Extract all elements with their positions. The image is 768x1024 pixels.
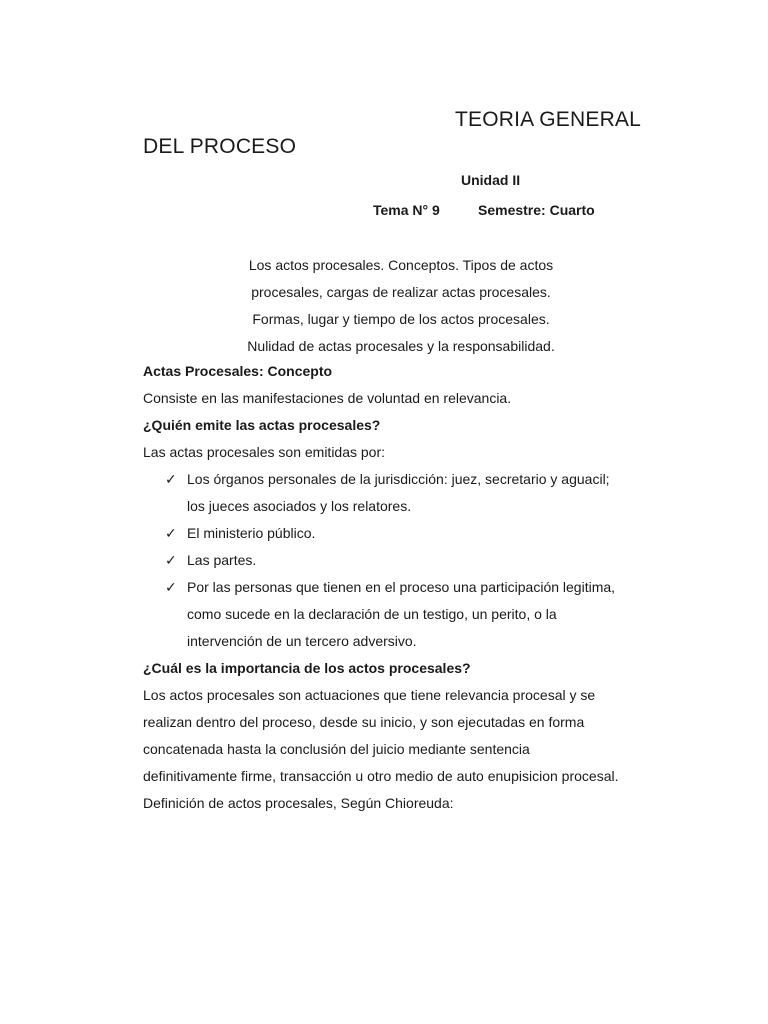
semester-label: Semestre: Cuarto <box>478 202 595 218</box>
section-heading-importance: ¿Cuál es la importancia de los actos procesales? <box>143 660 471 676</box>
list-item-line: los jueces asociados y los relatores. <box>187 498 412 514</box>
list-item-line: Los órganos personales de la jurisdicción: juez, secretario y aguacil; <box>187 471 610 487</box>
unit-label: Unidad II <box>461 172 521 188</box>
section-heading-concept: Actas Procesales: Concepto <box>143 363 333 379</box>
document-title-line-1: TEORIA GENERAL <box>455 108 642 131</box>
summary-line: Formas, lugar y tiempo de los actos procesales. <box>252 311 550 327</box>
list-item <box>143 574 683 655</box>
definition-intro: Definición de actos procesales, Según Chioreuda: <box>143 795 454 811</box>
checkmark-icon: ✓ <box>165 525 177 541</box>
topic-summary <box>200 252 602 360</box>
importance-text-line: realizan dentro del proceso, desde su inicio, y son ejecutadas en forma <box>143 714 585 730</box>
list-item <box>143 520 683 547</box>
emitters-list <box>143 466 683 655</box>
list-item-line: El ministerio público. <box>187 525 316 541</box>
document-title-line-2: DEL PROCESO <box>143 135 297 158</box>
summary-line: procesales, cargas de realizar actas procesales. <box>251 284 551 300</box>
importance-text-line: Los actos procesales son actuaciones que tiene relevancia procesal y se <box>143 687 596 703</box>
list-item-line: como sucede en la declaración de un testigo, un perito, o la <box>187 606 557 622</box>
list-item-line: intervención de un tercero adversivo. <box>187 633 417 649</box>
checkmark-icon: ✓ <box>165 579 177 595</box>
topic-label: Tema N° 9 <box>373 202 440 218</box>
checkmark-icon: ✓ <box>165 552 177 568</box>
section-heading-who-emits: ¿Quién emite las actas procesales? <box>143 417 381 433</box>
list-item-line: Las partes. <box>187 552 257 568</box>
concept-text: Consiste en las manifestaciones de voluntad en relevancia. <box>143 390 512 406</box>
summary-line: Los actos procesales. Conceptos. Tipos de actos <box>248 257 554 273</box>
list-item <box>143 466 683 520</box>
importance-text-line: concatenada hasta la conclusión del juicio mediante sentencia <box>143 741 530 757</box>
who-emits-intro: Las actas procesales son emitidas por: <box>143 444 386 460</box>
document-body <box>143 358 683 817</box>
checkmark-icon: ✓ <box>165 471 177 487</box>
summary-line: Nulidad de actas procesales y la responsabilidad. <box>247 338 555 354</box>
list-item-line: Por las personas que tienen en el proceso una participación legitima, <box>187 579 616 595</box>
list-item <box>143 547 683 574</box>
importance-text-line: definitivamente firme, transacción u otro medio de auto enupisicion procesal. <box>143 768 619 784</box>
